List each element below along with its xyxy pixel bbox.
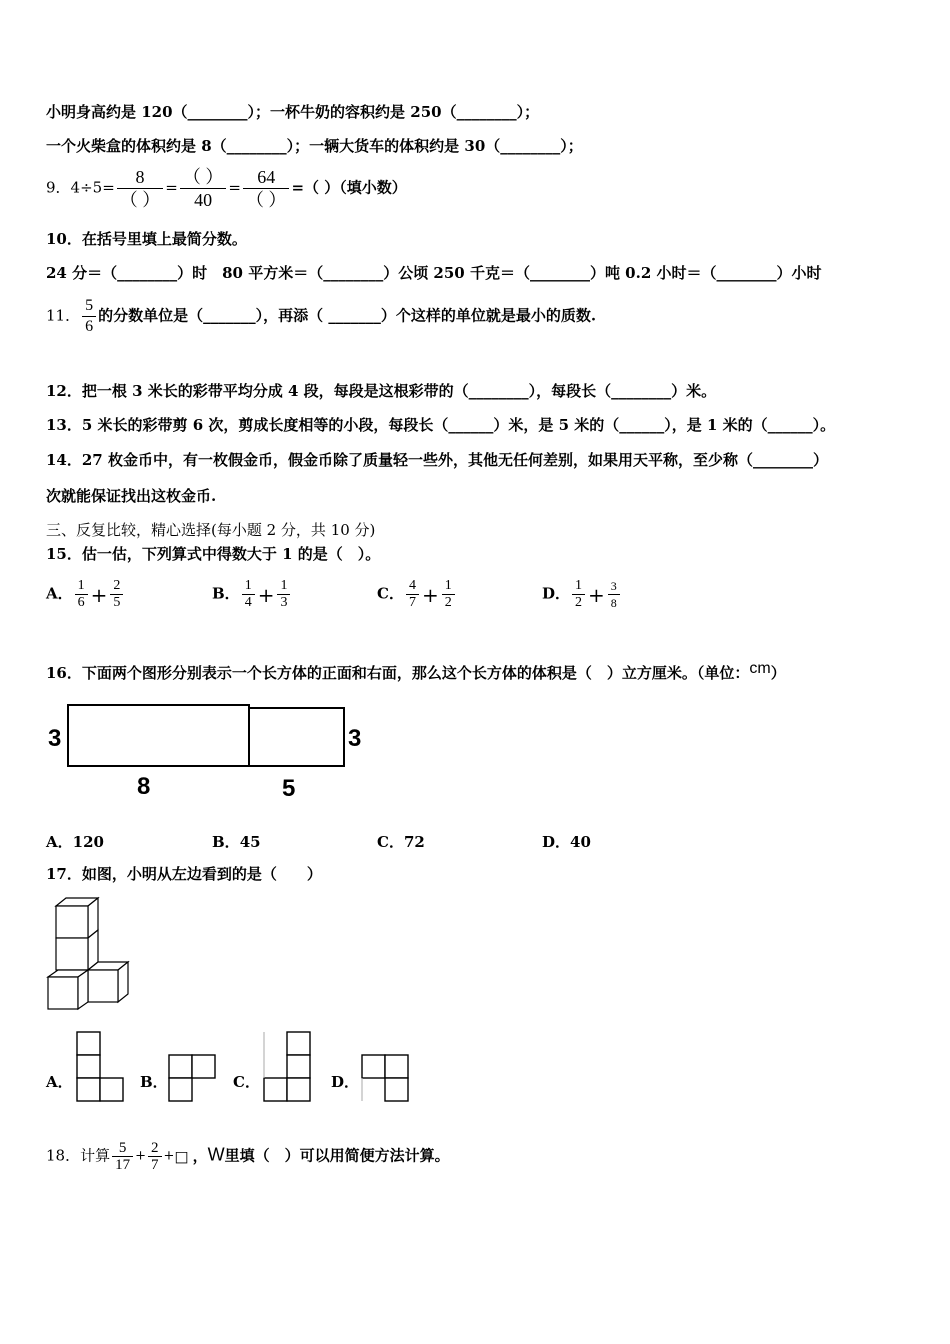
q9-f2-numerator: （ ） [182,167,224,187]
q10-title: 10．在括号里填上最简分数。 [46,230,247,248]
q16-unit: cm [749,660,771,677]
option-label: D． [542,584,571,603]
q17-option-c-shape[interactable] [262,1030,314,1104]
q17-option-a-label[interactable]: A． [46,1073,73,1091]
numerator: 1 [244,578,252,593]
denominator: 2 [572,594,585,611]
option-label: C． [377,584,404,603]
q9-fraction-3 [243,166,290,211]
section3-title: 三、反复比较，精心选择(每小题 2 分，共 10 分) [46,521,376,539]
q17-option-d-shape[interactable] [360,1053,412,1103]
numerator: 1 [280,578,288,593]
option-label: B． [212,833,240,851]
q16-option-b[interactable] [212,831,261,852]
q9-f3-numerator: 64 [257,167,276,187]
numerator: 4 [408,578,416,593]
denominator: 17 [112,1156,133,1173]
front-face-rect [68,705,249,766]
q15-option-a[interactable] [46,578,125,611]
q11-num: 11． [46,306,81,325]
cube-front-face [56,938,88,970]
q11-fraction [82,296,96,337]
q15-option-b[interactable] [212,578,292,611]
option-value: 120 [72,833,104,851]
q16-text: 16．下面两个图形分别表示一个长方体的正面和右面，那么这个长方体的体积是（ ）立方厘米。（单位： [46,664,750,682]
fraction [75,578,88,611]
q9-fraction-1 [117,166,164,211]
q17-option-d-label[interactable]: D． [331,1073,360,1091]
q17-option-c-label[interactable]: C． [233,1073,260,1091]
fraction [572,578,585,611]
numerator: 1 [444,578,452,593]
q11-line [46,296,596,337]
cube-front-face [48,977,78,1009]
q11-text: 的分数单位是（_______），再添（ _______）个这样的单位就是最小的质数. [98,306,597,325]
q11-numerator: 5 [85,297,94,314]
q17-option-b-shape[interactable] [167,1053,219,1103]
q18-w: W [207,1144,225,1165]
q18-line [46,1140,450,1173]
cube-front-face [88,970,118,1002]
q11-denominator: 6 [82,316,96,337]
option-label: B． [212,584,240,603]
option-value: 72 [403,833,425,851]
fraction [608,578,620,611]
option-label: A． [46,584,73,603]
plus-sign: + [588,582,605,607]
plus-sign: + [163,1148,175,1164]
q12-line: 12．把一根 3 米长的彩带平均分成 4 段，每段是这根彩带的（________），每段长（________）米。 [46,382,717,400]
cube-side-face [78,970,88,1009]
denominator: 8 [608,594,620,611]
q18-fraction-2 [148,1140,162,1173]
q18-fraction-1 [112,1140,133,1173]
q9-line [46,166,407,211]
plus-sign: + [135,1148,146,1164]
fraction [110,578,123,611]
plus-sign: + [257,582,275,607]
option-value: 45 [239,833,261,851]
q9-suffix: =（ ）（填小数） [291,178,407,197]
q9-f3-denominator: （ ） [243,188,290,211]
fraction [242,578,255,611]
q13-line: 13．5 米长的彩带剪 6 次，剪成长度相等的小段，每段长（______）米，是 5 米的（______），是 1 米的（______）。 [46,416,836,434]
denominator: 7 [148,1156,162,1173]
q15-question: 15．估一估，下列算式中得数大于 1 的是（ ）。 [46,545,381,563]
denominator: 4 [242,594,255,611]
cube-front-face [56,906,88,938]
denominator: 5 [110,594,123,611]
numerator: 1 [575,578,583,593]
fraction [406,578,419,611]
option-label: C． [377,833,404,851]
numerator: 1 [77,578,85,593]
front-height-label: 3 [48,725,62,752]
q16-question [46,660,786,684]
q17-cube-figure [44,894,134,1012]
q17-option-a-shape[interactable] [75,1030,127,1104]
q9-f1-denominator: （ ） [117,188,164,211]
q14-line2: 次就能保证找出这枚金币. [46,487,217,505]
plus-sign: + [90,582,108,607]
option-label: A． [46,833,73,851]
q9-f2-denominator: 40 [180,188,227,211]
q15-option-d[interactable] [542,578,622,611]
right-face-rect [249,708,344,766]
option-label: D． [542,833,571,851]
q9-prefix: 9．4÷5= [46,178,115,197]
q8-line2: 一个火柴盒的体积约是 8（________）；一辆大货车的体积约是 30（________）； [46,137,583,155]
denominator: 6 [75,594,88,611]
fraction [277,578,290,611]
q15-option-c[interactable] [377,578,457,611]
q9-fraction-2 [180,166,227,211]
option-value: 40 [570,833,591,851]
numerator: 2 [151,1140,159,1156]
numerator: 5 [118,1140,127,1156]
q18-prefix: 18．计算 [46,1146,111,1165]
plus-sign: + [421,582,439,607]
q18-comma: ， [192,1146,208,1165]
q14-line1: 14．27 枚金币中，有一枚假金币，假金币除了质量轻一些外，其他无任何差别，如果用天平称，至少称（________） [46,451,828,469]
numerator: 2 [113,578,121,593]
q8-line1: 小明身高约是 120（________）；一杯牛奶的容积约是 250（________）； [46,103,540,121]
denominator: 7 [406,594,419,611]
q16-option-a[interactable] [46,831,104,852]
q16-option-d[interactable] [542,831,591,852]
q16-figure [44,698,374,806]
q10-line: 24 分＝（________）时 80 平方米＝（________）公顷 250 千克＝（________）吨 0.2 小时＝（________）小时 [46,264,822,282]
front-width-label: 8 [137,773,151,800]
right-height-label: 3 [348,725,362,752]
q9-eq1: = [165,178,178,197]
denominator: 3 [277,594,290,611]
fraction [442,578,455,611]
blank-box: □ [174,1147,189,1166]
numerator: 3 [610,579,617,593]
denominator: 2 [442,594,455,611]
right-width-label: 5 [282,775,296,802]
q9-f1-numerator: 8 [135,167,145,187]
q9-eq2: = [228,178,241,197]
q16-option-c[interactable] [377,831,425,852]
q16-close: ） [770,664,786,682]
q18-suffix: 里填（ ）可以用简便方法计算。 [224,1146,450,1165]
q17-option-b-label[interactable]: B． [140,1073,168,1091]
q17-question: 17．如图，小明从左边看到的是（ ） [46,865,322,883]
